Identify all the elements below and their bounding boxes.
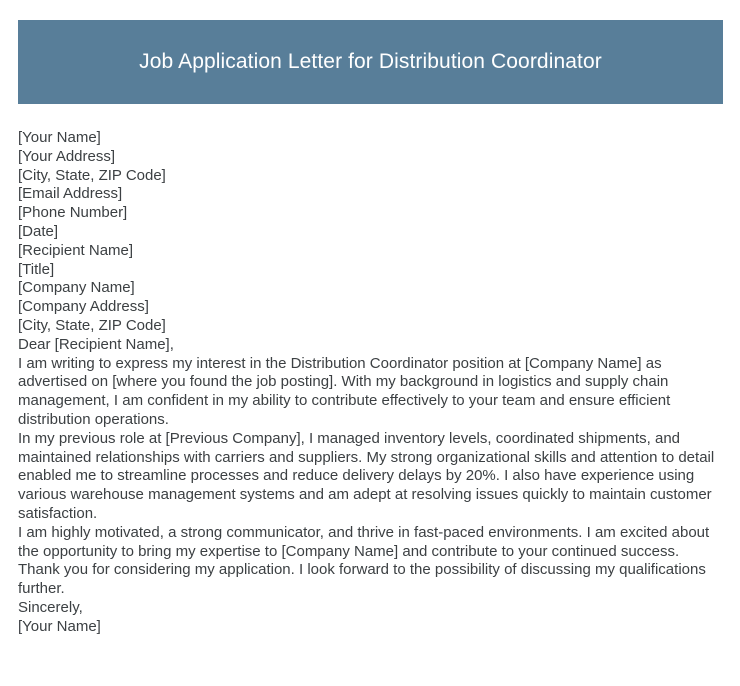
letter-line: [Your Name] (18, 129, 101, 146)
letter-line: [Company Name] (18, 279, 135, 297)
letter-line: [Email Address] (18, 185, 123, 203)
letter-line: [Phone Number] (18, 204, 128, 222)
letter-line: [City, State, ZIP Code] (18, 166, 166, 184)
letter-closing: Sincerely, (18, 598, 83, 616)
letter-line: [Your Address] (18, 147, 116, 165)
letter-paragraph: I am highly motivated, a strong communicator, and thrive in fast-paced environments. I am excited about the opportunity to bring my expertise to [Company Name] and contribute to your continued success. (18, 523, 710, 560)
letter-line: [Date] (18, 222, 59, 240)
letter-salutation: Dear [Recipient Name], (18, 335, 174, 353)
letter-signature: [Your Name] (18, 617, 101, 635)
letter-paragraph: Thank you for considering my application. I look forward to the possibility of discussing my qualifications further. (18, 561, 706, 598)
letter-paragraph: I am writing to express my interest in the Distribution Coordinator position at [Company Name] as advertised on [where you found the job posting]. With my background in logistics and supply chain management, I am confident in my ability to contribute effectively to your team and ensure efficient distribution operations. (18, 354, 671, 428)
letter-body (18, 129, 722, 637)
page-title: Job Application Letter for Distribution Coordinator (139, 50, 602, 73)
letter-line: [Recipient Name] (18, 241, 134, 259)
letter-line: [Company Address] (18, 298, 149, 316)
document-header-banner (18, 20, 723, 104)
letter-paragraph: In my previous role at [Previous Company], I managed inventory levels, coordinated shipments, and maintained relationships with carriers and suppliers. My strong organizational skills and attention to detail enabled me to streamline processes and reduce delivery delays by 20%. I also have experience using various warehouse management systems and am adept at resolving issues quickly to maintain customer satisfaction. (18, 429, 715, 522)
letter-line: [Title] (18, 260, 55, 278)
letter-line: [City, State, ZIP Code] (18, 316, 166, 334)
